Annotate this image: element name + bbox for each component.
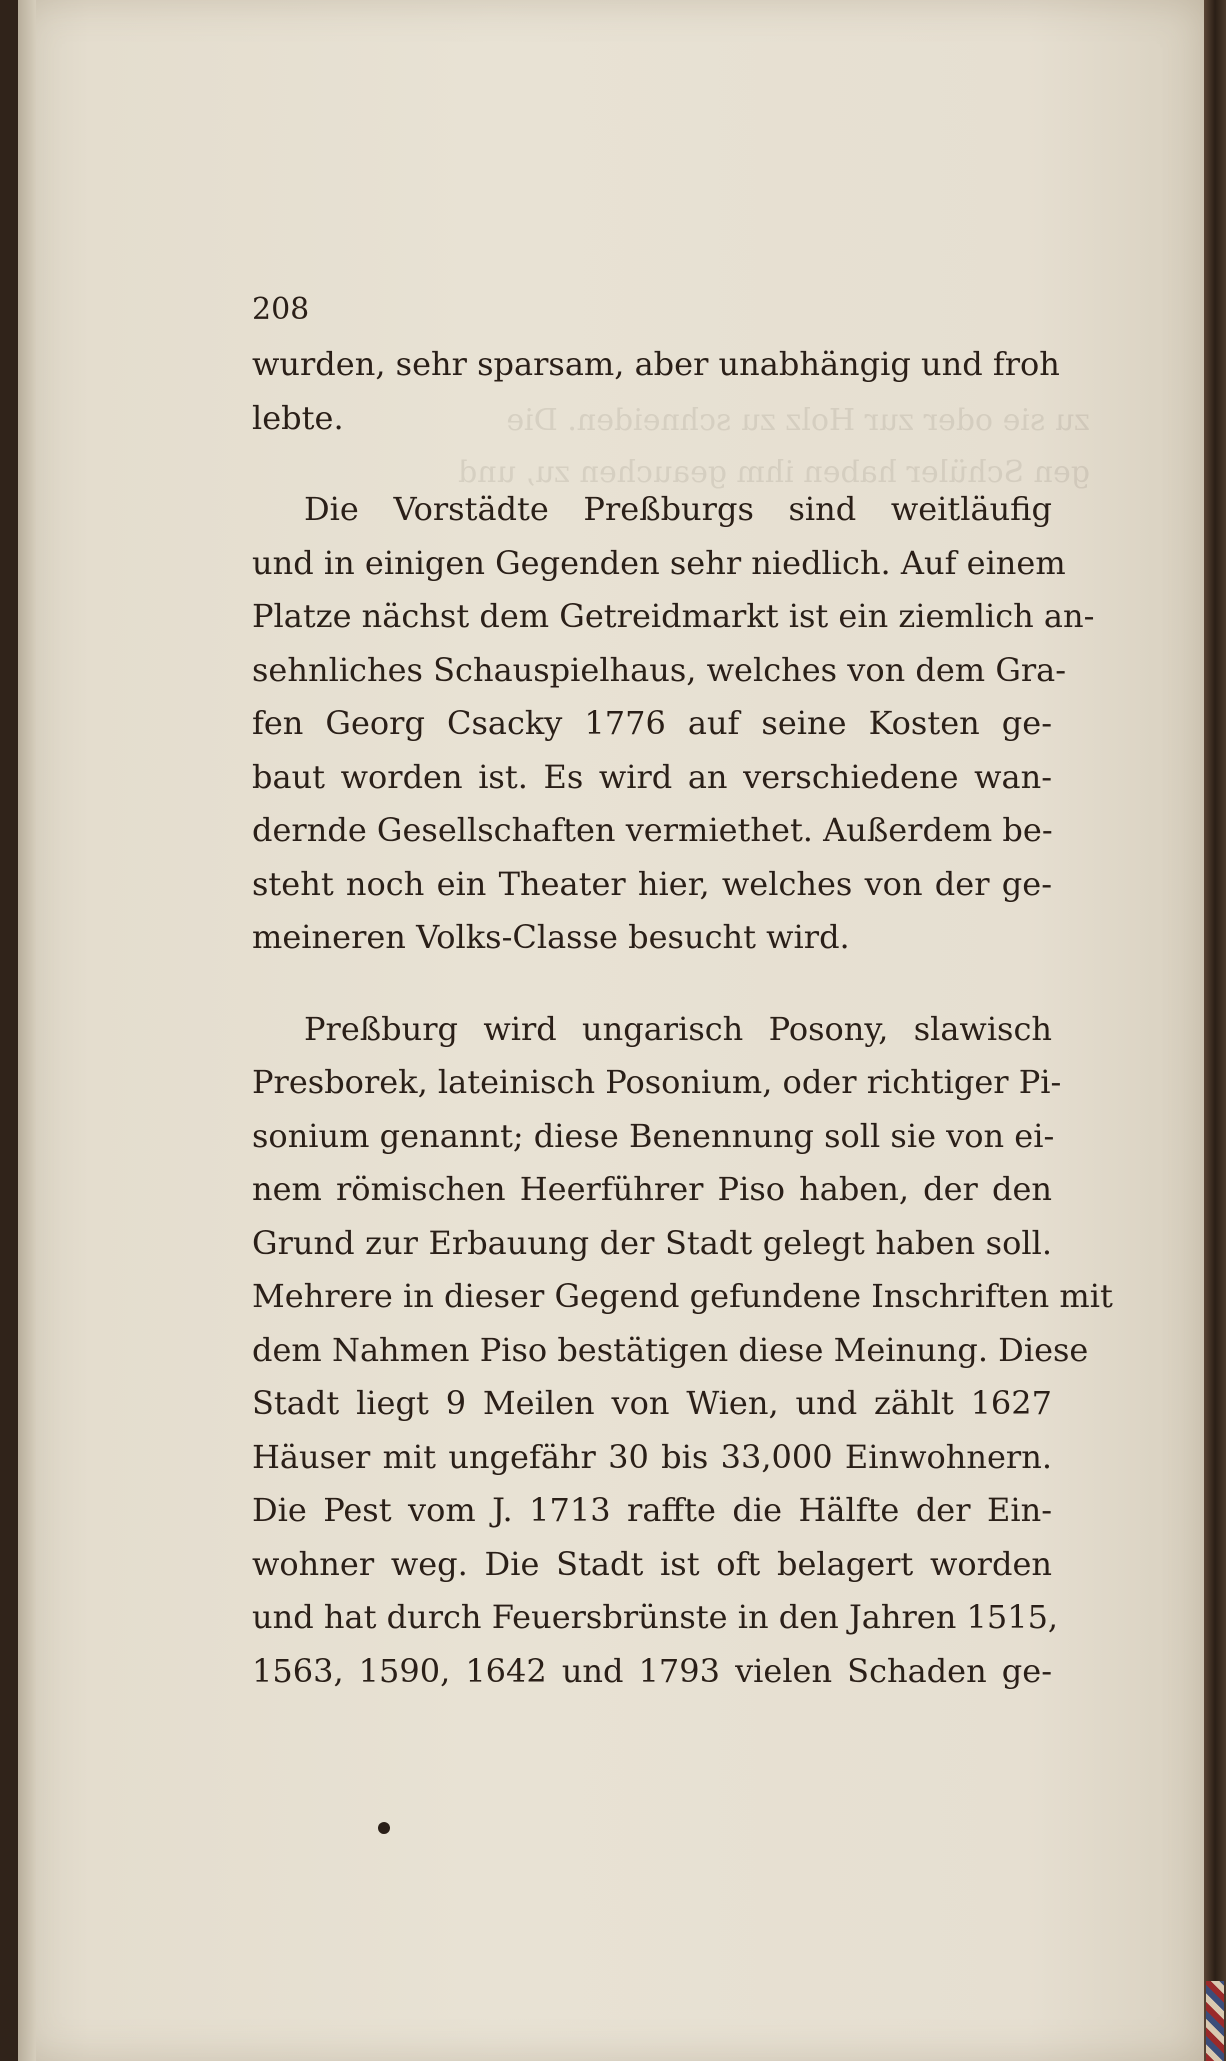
text-line: lebte.: [252, 398, 344, 437]
page-text: [252, 290, 1113, 1698]
book-spine: [1204, 0, 1226, 2061]
text-line: Grund zur Erbauung der Stadt gelegt haben soll.: [252, 1223, 1052, 1262]
text-line: Häuser mit ungefähr 30 bis 33,000 Einwohnern.: [252, 1437, 1052, 1476]
text-line: sonium genannt; diese Benennung soll sie von ei-: [252, 1116, 1055, 1155]
text-line: 1563, 1590, 1642 und 1793 vielen Schaden ge-: [252, 1651, 1052, 1690]
page-edge: [18, 0, 36, 2061]
text-line: dem Nahmen Piso bestätigen diese Meinung. Diese: [252, 1330, 1089, 1369]
text-line: Die Pest vom J. 1713 raffte die Hälfte der Ein-: [252, 1491, 1052, 1529]
text-line: sehnliches Schauspielhaus, welches von dem Gra-: [252, 650, 1067, 689]
text-line: Platze nächst dem Getreidmarkt ist ein ziemlich an-: [252, 597, 1095, 635]
text-line: nem römischen Heerführer Piso haben, der den: [252, 1170, 1052, 1208]
text-line: Preßburg wird ungarisch Posony, slawisch: [304, 1009, 1052, 1048]
text-line: fen Georg Csacky 1776 auf seine Kosten ge-: [252, 704, 1052, 742]
bookmark-ribbon: [1206, 1981, 1224, 2061]
text-line: wurden, sehr sparsam, aber unabhängig und froh: [252, 345, 1060, 383]
text-line: Presborek, lateinisch Posonium, oder richtiger Pi-: [252, 1063, 1062, 1101]
text-line: Stadt liegt 9 Meilen von Wien, und zählt 1627: [252, 1384, 1052, 1422]
text-line: Die Vorstädte Preßburgs sind weitläufig: [304, 490, 1052, 528]
text-line: Mehrere in dieser Gegend gefundene Inschriften mit: [252, 1277, 1113, 1315]
ink-spot: [378, 1822, 390, 1834]
text-line: und hat durch Feuersbrünste in den Jahren 1515,: [252, 1598, 1059, 1636]
text-line: und in einigen Gegenden sehr niedlich. Auf einem: [252, 543, 1066, 582]
text-line: meineren Volks-Classe besucht wird.: [252, 918, 850, 956]
text-line: dernde Gesellschaften vermiethet. Außerdem be-: [252, 811, 1053, 849]
page-number: 208: [252, 292, 310, 327]
text-line: baut worden ist. Es wird an verschiedene wan-: [252, 757, 1052, 796]
show-through-text: zu sie oder zur Holz zu schneiden. Die gen Schüler haben ihm geauchen zu, und: [458, 403, 1090, 490]
text-line: wohner weg. Die Stadt ist oft belagert worden: [252, 1544, 1052, 1583]
text-line: steht noch ein Theater hier, welches von der ge-: [252, 864, 1052, 903]
